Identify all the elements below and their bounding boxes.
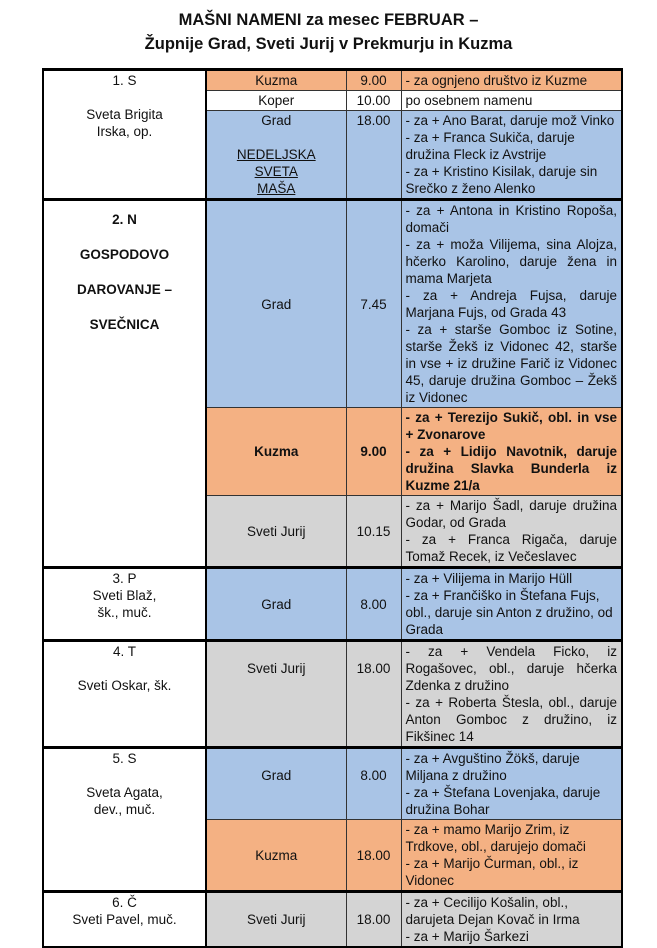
mass-intention: - za + Frančiško in Štefana Fujs, obl., daruje sin Anton z družino, od Grada (405, 588, 613, 637)
day-date: 2. N (112, 212, 137, 227)
table-row (43, 892, 622, 948)
mass-intention: - za + Vilijema in Marijo Hüll (405, 571, 573, 586)
mass-intention: - za + Marijo Čurman, obl., iz Vidonec (405, 856, 579, 888)
mass-intentions (401, 820, 622, 892)
mass-time: 10.00 (346, 91, 401, 111)
mass-place-cell (206, 111, 346, 200)
day-cell (43, 200, 206, 568)
mass-place: Kuzma (206, 70, 346, 91)
mass-intention: - za + Kristino Kisilak, daruje sin Srečko z ženo Alenko (405, 164, 598, 196)
day-saint: Sveti Oskar, šk. (77, 678, 172, 693)
mass-time: 18.00 (346, 892, 401, 948)
title-line-1: MAŠNI NAMENI za mesec FEBRUAR – (178, 11, 479, 29)
mass-intention: - za + Franca Rigača, daruje Tomaž Recek, iz Večeslavec (405, 532, 617, 564)
mass-time: 18.00 (346, 111, 401, 200)
mass-intention: - za + Vendela Ficko, iz Rogašovec, obl., daruje hčerka Zdenka z družino (405, 644, 617, 693)
mass-place: Sveti Jurij (206, 641, 346, 748)
mass-time: 18.00 (346, 820, 401, 892)
mass-schedule-table (42, 68, 623, 948)
mass-intention: - za + Lidijo Navotnik, daruje družina Slavka Bunderla iz Kuzme 21/a (405, 444, 617, 493)
mass-subtitle: MAŠA (257, 181, 296, 196)
mass-intention: - za + Avguštino Žökš, daruje Miljana z družino (405, 751, 580, 783)
mass-intentions (401, 641, 622, 748)
mass-intention: - za + starše Gomboc iz Sotine, starše Žekš iz Vidonec 42, starše in vse + iz družine Farič iz Vidonec 45, daruje družina Gomboc – Žekš iz Vidonec (405, 322, 617, 405)
day-date: 5. S (112, 751, 137, 766)
mass-intention: - za + Franca Sukiča, daruje družina Fleck iz Avstrije (405, 130, 575, 162)
mass-time: 7.45 (346, 200, 401, 408)
mass-place: Sveti Jurij (206, 892, 346, 948)
mass-intention: - za + Štefana Lovenjaka, daruje družina Bohar (405, 785, 601, 817)
day-date: 4. T (112, 644, 136, 659)
mass-place: Kuzma (206, 820, 346, 892)
mass-intention: - za + Antona in Kristino Ropoša, domači (405, 203, 617, 235)
day-feast: GOSPODOVO (79, 247, 170, 262)
day-saint: Sveti Blaž, (92, 588, 157, 603)
day-date: 1. S (112, 73, 137, 88)
day-saint-title: Irska, op. (96, 124, 153, 139)
day-saint-title: dev., muč. (93, 802, 156, 817)
day-saint: Sveti Pavel, muč. (72, 912, 177, 927)
mass-intentions (401, 111, 622, 200)
mass-intention: - za + mamo Marijo Zrim, iz Trdkove, obl., darujejo domači (405, 822, 586, 854)
mass-subtitle: SVETA (254, 164, 298, 179)
mass-time: 9.00 (346, 70, 401, 91)
mass-intention: - za + moža Vilijema, sina Alojza, hčerko Karolino, daruje žena in mama Marjeta (405, 237, 617, 286)
mass-intentions (401, 496, 622, 568)
mass-intention: - za + Ano Barat, daruje mož Vinko (405, 113, 615, 128)
mass-place: Sveti Jurij (206, 496, 346, 568)
table-row (43, 748, 622, 820)
day-cell (43, 70, 206, 200)
mass-intention: - za + Cecilijo Košalin, obl., darujeta Dejan Kovač in Irma (405, 895, 580, 927)
mass-time: 9.00 (346, 408, 401, 496)
day-feast: SVEČNICA (89, 317, 160, 332)
mass-intention: - za + Roberta Štesla, obl., daruje Anton Gomboc z družino, iz Fikšinec 14 (405, 695, 617, 744)
mass-time: 10.15 (346, 496, 401, 568)
mass-intentions (401, 748, 622, 820)
mass-intention: po osebnem namenu (401, 91, 622, 111)
mass-intentions (401, 568, 622, 641)
table-row (43, 568, 622, 641)
mass-intention: - za + Andreja Fujsa, daruje Marjana Fujs, od Grada 43 (405, 288, 617, 320)
mass-intention: - za ognjeno društvo iz Kuzme (401, 70, 622, 91)
mass-intentions (401, 408, 622, 496)
table-row (43, 641, 622, 748)
mass-place: Grad (206, 568, 346, 641)
mass-place: Koper (206, 91, 346, 111)
day-saint-title: šk., muč. (97, 605, 152, 620)
day-cell (43, 568, 206, 641)
table-row (43, 70, 622, 91)
mass-intentions (401, 200, 622, 408)
mass-intentions (401, 892, 622, 948)
page-title (0, 0, 657, 56)
mass-time: 8.00 (346, 748, 401, 820)
day-cell (43, 641, 206, 748)
mass-intention: - za + Terezijo Sukič, obl. in vse + Zvonarove (405, 410, 617, 442)
day-saint: Sveta Agata, (86, 785, 163, 800)
day-cell (43, 748, 206, 892)
mass-time: 18.00 (346, 641, 401, 748)
mass-subtitle: NEDELJSKA (236, 147, 316, 162)
table-row (43, 200, 622, 408)
day-saint: Sveta Brigita (86, 107, 163, 122)
day-date: 3. P (112, 571, 137, 586)
day-date: 6. Č (112, 895, 137, 910)
mass-place: Grad (206, 748, 346, 820)
mass-intention: - za + Marijo Šarkezi (405, 929, 529, 944)
mass-time: 8.00 (346, 568, 401, 641)
day-feast: DAROVANJE – (76, 282, 173, 297)
mass-intention: - za + Marijo Šadl, daruje družina Godar, od Grada (405, 498, 617, 530)
mass-place: Grad (261, 113, 292, 128)
mass-place: Kuzma (206, 408, 346, 496)
title-line-2: Župnije Grad, Sveti Jurij v Prekmurju in Kuzma (144, 35, 513, 53)
mass-place: Grad (206, 200, 346, 408)
day-cell (43, 892, 206, 948)
